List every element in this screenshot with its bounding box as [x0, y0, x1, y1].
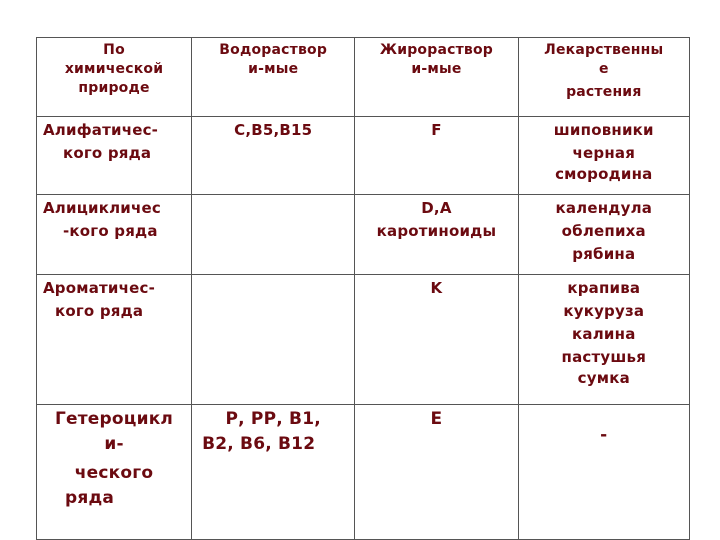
cell-text: кого ряда — [63, 144, 152, 162]
cell-text: K — [430, 279, 443, 297]
cell-text: Гетероцикл — [54, 409, 174, 429]
table-row — [37, 117, 690, 195]
header-medicinal-plants — [518, 38, 689, 117]
cell-text: пастушья — [561, 348, 647, 366]
cell-text: крапива — [567, 279, 641, 297]
plants-cell — [518, 275, 689, 405]
header-water-soluble — [192, 38, 355, 117]
cell-text: С,В5,В15 — [234, 121, 313, 139]
header-text: и-мые — [411, 61, 462, 77]
cell-text: -кого ряда — [63, 222, 158, 240]
fat-soluble-cell — [355, 195, 518, 275]
table-row — [37, 405, 690, 540]
header-text: и-мые — [248, 61, 299, 77]
cell-text: ряда — [65, 488, 115, 508]
cell-text: D,A — [421, 199, 452, 217]
header-text: растения — [566, 84, 642, 100]
fat-soluble-cell — [355, 117, 518, 195]
cell-text: каротиноиды — [376, 222, 497, 240]
cell-text: Р, РР, В1, — [225, 409, 321, 429]
header-fat-soluble — [355, 38, 518, 117]
water-soluble-cell — [192, 117, 355, 195]
group-cell — [37, 405, 192, 540]
header-text: Жирораствор — [379, 42, 494, 58]
water-soluble-cell — [192, 405, 355, 540]
header-text: По — [103, 42, 125, 58]
plants-cell — [518, 405, 689, 540]
cell-text: Е — [430, 409, 443, 429]
group-cell — [37, 195, 192, 275]
group-cell — [37, 117, 192, 195]
cell-text: кукуруза — [563, 302, 645, 320]
water-soluble-cell — [192, 275, 355, 405]
header-text: природе — [78, 80, 150, 96]
header-text: Водораствор — [219, 42, 328, 58]
plants-cell — [518, 195, 689, 275]
cell-text: калина — [572, 325, 636, 343]
vitamin-classification-table — [36, 37, 690, 540]
table-row — [37, 275, 690, 405]
fat-soluble-cell — [355, 275, 518, 405]
fat-soluble-cell — [355, 405, 518, 540]
table-row — [37, 195, 690, 275]
cell-text: В2, В6, В12 — [202, 434, 316, 454]
group-cell — [37, 275, 192, 405]
cell-text: ческого — [74, 463, 154, 483]
cell-text: облепиха — [561, 222, 646, 240]
cell-text: шиповники — [553, 121, 654, 139]
cell-text: Алифатичес- — [43, 121, 159, 139]
cell-text: и- — [104, 434, 124, 454]
cell-text: черная — [572, 144, 636, 162]
cell-text: - — [600, 425, 608, 445]
cell-text: кого ряда — [55, 302, 144, 320]
header-chemical-nature — [37, 38, 192, 117]
cell-text: сумка — [577, 369, 630, 387]
cell-text: F — [431, 121, 442, 139]
cell-text: календула — [555, 199, 653, 217]
header-text: химической — [64, 61, 164, 77]
plants-cell — [518, 117, 689, 195]
cell-text: рябина — [572, 245, 636, 263]
cell-text: смородина — [555, 165, 653, 183]
cell-text: Алицикличес — [43, 199, 161, 217]
cell-text: Ароматичес- — [43, 279, 156, 297]
water-soluble-cell — [192, 195, 355, 275]
header-text: Лекарственны — [544, 42, 664, 58]
header-row — [37, 38, 690, 117]
header-text: е — [598, 61, 609, 77]
